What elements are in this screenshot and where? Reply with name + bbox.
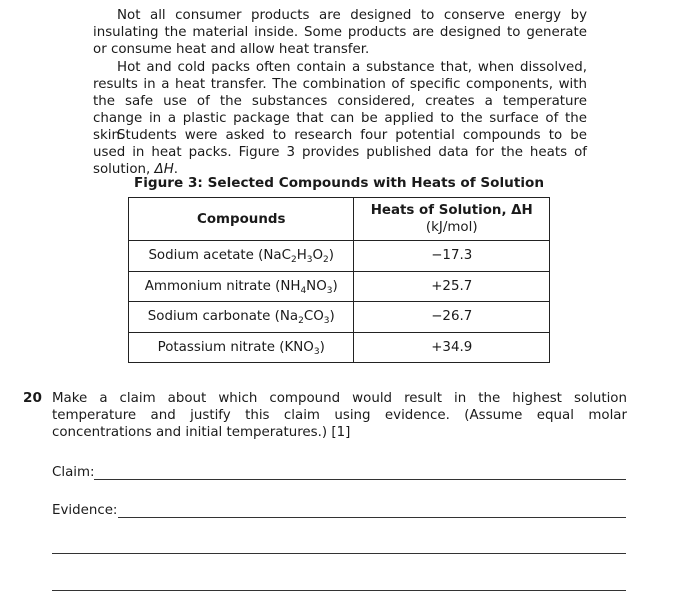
header-heat-label: Heats of Solution, ΔH: [370, 203, 533, 218]
formula-text: ): [328, 248, 335, 264]
claim-answer-line[interactable]: [94, 479, 626, 480]
intro-paragraph-1-text: Not all consumer products are designed to conserve energy by insulating the material inside. Some products are designed to generate or consume heat and allow heat transfer.: [93, 8, 587, 57]
formula-subscript: 3: [326, 285, 333, 296]
table-row: [129, 241, 550, 272]
header-heat-of-solution: [354, 198, 550, 241]
evidence-answer-line-1[interactable]: [118, 517, 626, 518]
intro-paragraph-3: [93, 127, 587, 178]
table-row: [129, 332, 550, 363]
header-compounds: Compounds: [129, 198, 354, 241]
heat-value-cell: −26.7: [354, 302, 550, 333]
compound-formula: [275, 279, 338, 294]
evidence-label: Evidence:: [52, 503, 118, 518]
heat-value-cell: +34.9: [354, 332, 550, 363]
formula-text: ): [329, 309, 335, 325]
formula-text: H: [296, 248, 307, 264]
compound-formula: [279, 340, 325, 355]
compound-formula: [258, 248, 335, 266]
formula-text: (Na: [274, 309, 299, 325]
claim-label: Claim:: [52, 465, 95, 480]
heat-value-cell: −17.3: [354, 241, 550, 272]
formula-subscript: 2: [298, 316, 304, 327]
header-heat-unit: (kJ/mol): [425, 220, 478, 235]
heat-value-cell: +25.7: [354, 271, 550, 302]
compound-name: Sodium carbonate: [147, 309, 271, 325]
intro-paragraph-3-text: Students were asked to research four potential compounds to be used in heat packs. Figure 3 provides published data for the heats of solution,: [93, 128, 587, 177]
compound-formula: [274, 309, 335, 327]
formula-text: (NaC: [258, 248, 291, 264]
formula-text: NO: [306, 278, 327, 294]
compound-name: Potassium nitrate: [157, 339, 276, 355]
formula-text: (KNO: [279, 339, 314, 355]
evidence-answer-line-2[interactable]: [52, 553, 626, 554]
formula-text: CO: [303, 309, 324, 325]
delta-h-symbol: ΔH: [154, 162, 174, 177]
question-text: Make a claim about which compound would result in the highest solution temperature and justify this claim using evidence. (Assume equal molar concentrations and initial temperatures.) [1]: [52, 391, 627, 440]
figure-title: Figure 3: Selected Compounds with Heats of Solution: [133, 175, 545, 191]
intro-paragraph-1: [93, 7, 587, 58]
intro-paragraph-3-end: .: [173, 162, 179, 177]
compound-cell: [129, 302, 354, 333]
evidence-answer-line-3[interactable]: [52, 590, 626, 591]
question-number: 20: [23, 390, 42, 406]
formula-subscript: 3: [306, 255, 313, 266]
table-row: [129, 271, 550, 302]
compound-cell: [129, 271, 354, 302]
formula-subscript: 2: [323, 255, 329, 266]
compounds-table: [128, 197, 550, 363]
compound-cell: [129, 332, 354, 363]
compound-name: Ammonium nitrate: [144, 278, 271, 294]
formula-text: ): [319, 339, 325, 355]
formula-text: (NH: [275, 278, 301, 294]
formula-text: ): [332, 278, 338, 294]
formula-text: O: [312, 248, 324, 264]
formula-subscript: 3: [323, 316, 330, 327]
formula-subscript: 2: [290, 255, 297, 266]
intro-paragraph-2-text: Hot and cold packs often contain a substance that, when dissolved, results in a heat transfer. The combination of specific components, with the safe use of the substances considered, creates a temperature change in a plastic package that can be applied to the surface of the skin.: [93, 60, 587, 143]
formula-subscript: 4: [300, 285, 307, 296]
formula-subscript: 3: [313, 346, 320, 357]
table-header-row: [129, 198, 550, 241]
compound-cell: [129, 241, 354, 272]
table-row: [129, 302, 550, 333]
compound-name: Sodium acetate: [148, 248, 254, 264]
